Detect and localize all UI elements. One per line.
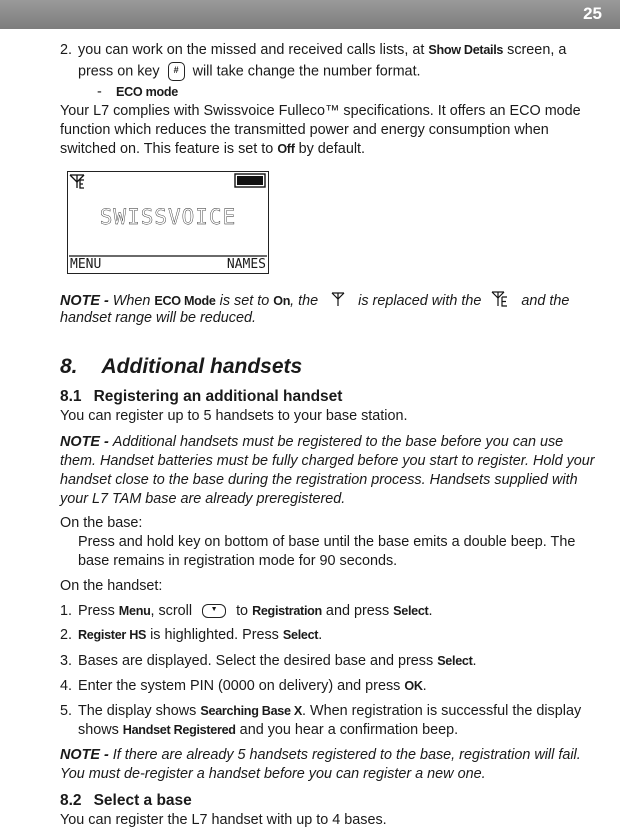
eco-paragraph-line-3: switched on. This feature is set to Off by default. — [60, 141, 366, 157]
item-2-line-1: you can work on the missed and received calls lists, at Show Details screen, a — [78, 42, 567, 58]
note-1-line-1: NOTE - When ECO Mode is set to On, the is replaced with the and the — [60, 290, 569, 309]
step-1-text: Press Menu, scroll ▼ to Registration and press Select. — [78, 603, 433, 619]
register-hs-term: Register HS — [78, 628, 147, 642]
step-2-text: Register HS is highlighted. Press Select. — [78, 627, 323, 643]
select-term: Select — [282, 628, 319, 642]
step-2-number: 2. — [60, 627, 73, 643]
note-2-line-4: your L7 TAM base are already preregistered. — [60, 491, 346, 507]
searching-base-term: Searching Base X — [200, 704, 302, 718]
eco-mode-term: ECO Mode — [154, 294, 216, 308]
step-3-text: Bases are displayed. Select the desired base and press Select. — [78, 653, 477, 669]
page-number: 25 — [583, 4, 602, 23]
battery-icon — [235, 174, 265, 187]
note-2-line-1: NOTE - Additional handsets must be registered to the base before you can use — [60, 434, 564, 450]
page-header-bar — [0, 0, 620, 29]
step-5-line-2: shows Handset Registered and you hear a confirmation beep. — [78, 722, 459, 738]
base-instruction-line-1: Press and hold key on bottom of base until the base emits a double beep. The — [78, 534, 576, 550]
show-details-term: Show Details — [428, 43, 504, 57]
menu-term: Menu — [118, 604, 151, 618]
on-term: On — [273, 294, 291, 308]
note-3-line-1: NOTE - If there are already 5 handsets registered to the base, registration will fail. — [60, 747, 581, 763]
lcd-names-softkey: NAMES — [226, 257, 266, 272]
step-4-number: 4. — [60, 678, 73, 694]
note-2-line-2: them. Handset batteries must be fully charged before you start to register. Hold your — [60, 453, 595, 469]
registration-term: Registration — [252, 604, 322, 618]
note-3-line-2: You must de-register a handset before you can register a new one. — [60, 766, 486, 782]
handset-display-illustration — [67, 171, 269, 274]
section-8-1-intro: You can register up to 5 handsets to your base station. — [60, 408, 408, 424]
handset-registered-term: Handset Registered — [122, 723, 236, 737]
on-the-base-label: On the base: — [60, 515, 143, 531]
scroll-down-key-icon: ▼ — [202, 604, 226, 618]
on-the-handset-label: On the handset: — [60, 578, 163, 594]
eco-paragraph-line-1: Your L7 complies with Swissvoice Fulleco™ specifications. It offers an ECO mode — [60, 103, 581, 119]
section-8-2-heading: 8.2 Select a base — [60, 792, 192, 809]
section-8-heading: 8. Additional handsets — [60, 355, 303, 378]
section-8-2-text: You can register the L7 handset with up to 4 bases. — [60, 812, 387, 828]
base-instruction-line-2: base remains in registration mode for 90 seconds. — [78, 553, 398, 569]
select-term: Select — [393, 604, 429, 618]
item-2-number: 2. — [60, 42, 73, 58]
step-5-number: 5. — [60, 703, 73, 719]
ok-term: OK — [404, 679, 423, 693]
eco-mode-heading: ECO mode — [116, 85, 178, 99]
note-1-line-2: handset range will be reduced. — [60, 310, 257, 326]
note-2-line-3: handset close to the base during the registration process. Handsets supplied with — [60, 472, 578, 488]
eco-paragraph-line-2: function which reduces the transmitted power and energy consumption when — [60, 122, 549, 138]
off-term: Off — [277, 142, 295, 156]
hash-key-icon: # — [168, 62, 185, 81]
select-term: Select — [437, 654, 473, 668]
eco-dash: - — [97, 84, 102, 100]
section-8-1-heading: 8.1 Registering an additional handset — [60, 388, 343, 405]
eco-antenna-icon — [70, 175, 84, 188]
eco-antenna-icon — [491, 290, 511, 308]
antenna-icon — [330, 291, 346, 307]
lcd-brand-text: SWISSVOICE — [99, 205, 237, 229]
step-3-number: 3. — [60, 653, 73, 669]
item-2-line-2: press on key # will take change the number format. — [78, 63, 421, 80]
step-4-text: Enter the system PIN (0000 on delivery) and press OK. — [78, 678, 427, 694]
lcd-menu-softkey: MENU — [70, 257, 102, 272]
step-5-line-1: The display shows Searching Base X. When registration is successful the display — [78, 703, 582, 719]
step-1-number: 1. — [60, 603, 73, 619]
